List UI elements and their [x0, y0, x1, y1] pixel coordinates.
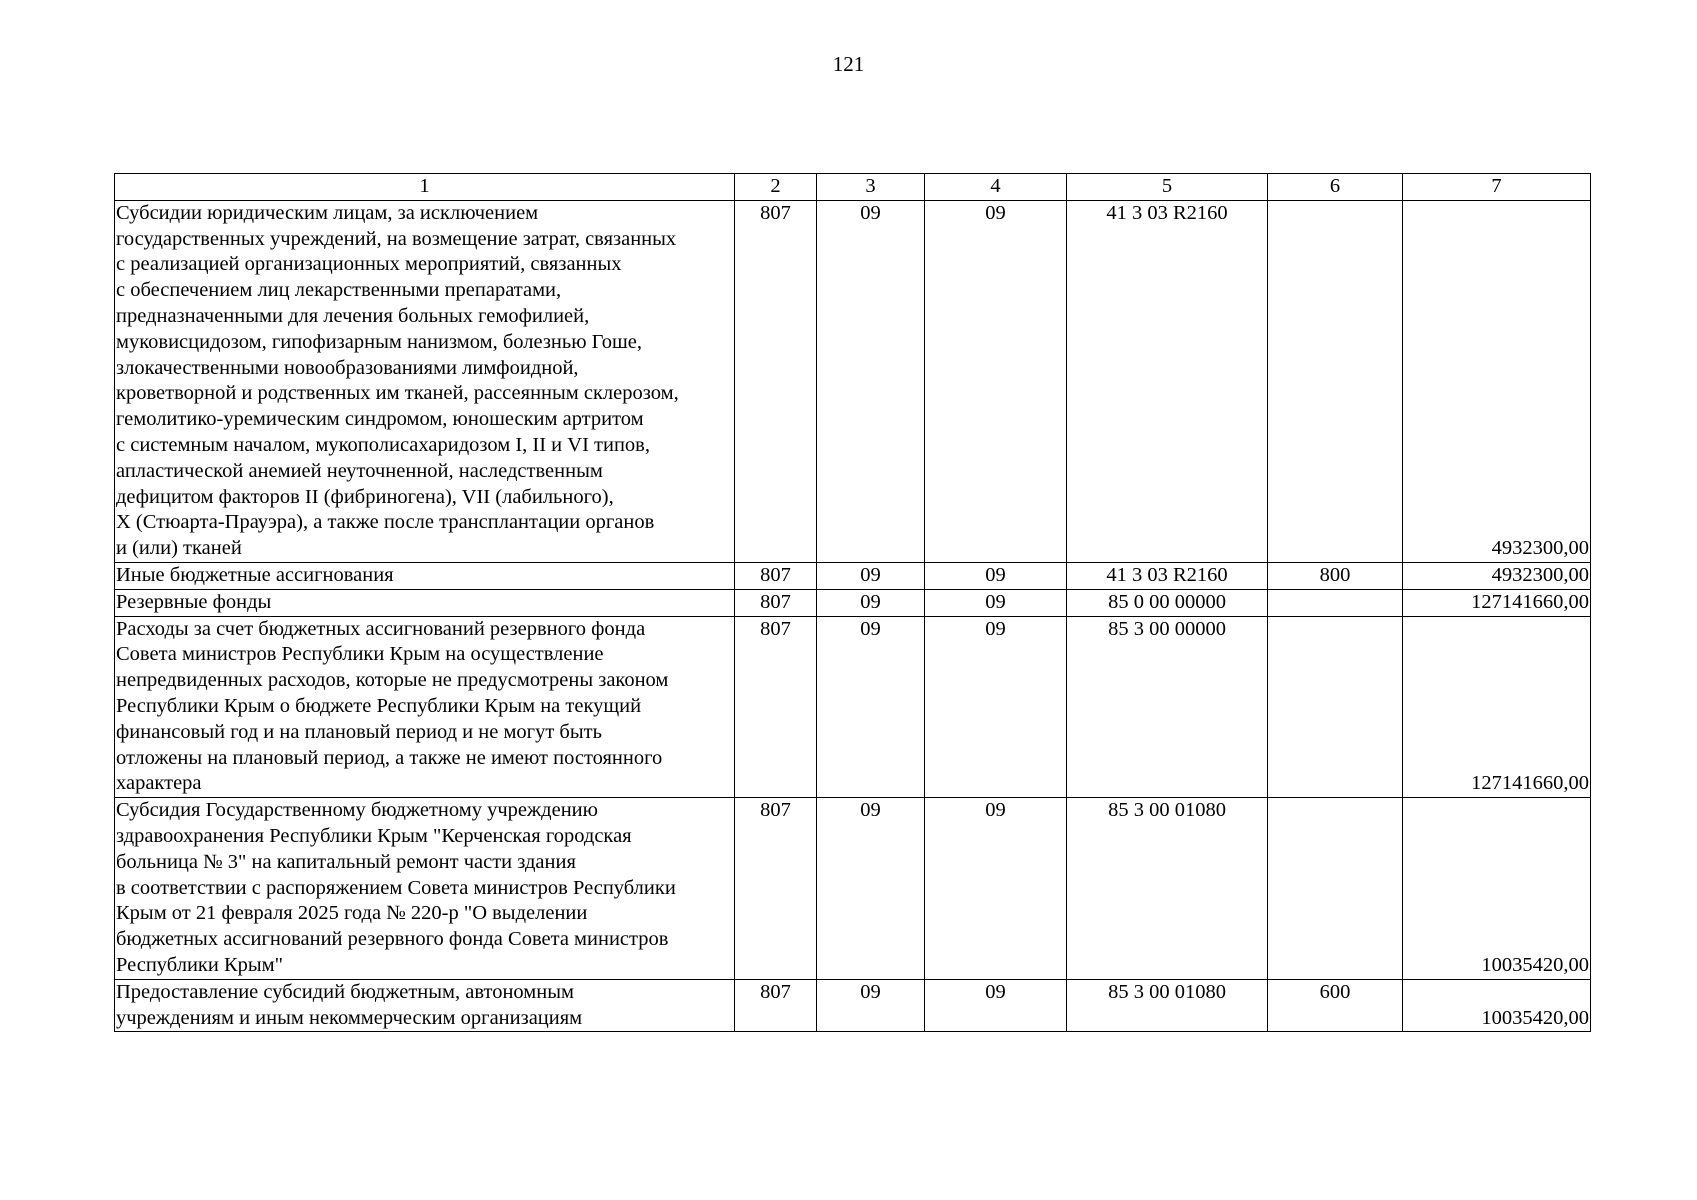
target-article-cell: 85 3 00 00000: [1067, 616, 1268, 798]
subsection-code-cell: 09: [925, 616, 1067, 798]
description-line: непредвиденных расходов, которые не предусмотрены законом: [116, 669, 669, 692]
expense-type-cell: 600: [1268, 979, 1403, 1032]
expense-type-cell: 800: [1268, 562, 1403, 589]
description-cell: [115, 562, 735, 589]
description-line: гемолитико-уремическим синдромом, юношеским артритом: [116, 408, 644, 431]
target-article-cell: 85 3 00 01080: [1067, 979, 1268, 1032]
header-row: [115, 174, 1591, 201]
description-line: Субсидии юридическим лицам, за исключением: [116, 201, 539, 224]
section-code-cell: 09: [817, 616, 925, 798]
description-line: Иные бюджетные ассигнования: [116, 563, 394, 586]
subsection-code-cell: 09: [925, 562, 1067, 589]
description-line: Резервные фонды: [116, 590, 272, 613]
target-article-cell: 85 0 00 00000: [1067, 589, 1268, 616]
section-code-cell: 09: [817, 589, 925, 616]
description-line: дефицитом факторов II (фибриногена), VII (лабильного),: [116, 485, 614, 508]
table-row: [115, 616, 1591, 798]
description-line: в соответствии с распоряжением Совета министров Республики: [116, 876, 676, 899]
description-cell: [115, 616, 735, 798]
amount-cell: 10035420,00: [1403, 979, 1591, 1032]
description-cell: [115, 589, 735, 616]
description-line: апластической анемией неуточненной, наследственным: [116, 459, 603, 482]
budget-table: [114, 173, 1591, 1032]
description-line: муковисцидозом, гипофизарным нанизмом, болезнью Гоше,: [116, 330, 642, 353]
amount-cell: 10035420,00: [1403, 798, 1591, 980]
description-line: государственных учреждений, на возмещение затрат, связанных: [116, 227, 677, 250]
description-line: с системным началом, мукополисахаридозом I, II и VI типов,: [116, 433, 650, 456]
expense-type-cell: [1268, 616, 1403, 798]
description-line: злокачественными новообразованиями лимфоидной,: [116, 356, 579, 379]
description-line: Республики Крым о бюджете Республики Крым на текущий: [116, 694, 642, 717]
description-line: финансовый год и на плановый период и не могут быть: [116, 720, 602, 743]
ministry-code-cell: 807: [735, 616, 817, 798]
description-line: с реализацией организационных мероприятий, связанных: [116, 253, 622, 276]
description-line: бюджетных ассигнований резервного фонда Совета министров: [116, 928, 669, 951]
expense-type-cell: [1268, 589, 1403, 616]
description-line: Расходы за счет бюджетных ассигнований резервного фонда: [116, 617, 646, 640]
section-code-cell: 09: [817, 979, 925, 1032]
description-cell: [115, 798, 735, 980]
description-line: Крым от 21 февраля 2025 года № 220-р "О выделении: [116, 902, 588, 925]
amount-cell: 127141660,00: [1403, 589, 1591, 616]
description-line: Предоставление субсидий бюджетным, автономным: [116, 980, 574, 1003]
header-cell: 7: [1403, 174, 1591, 201]
ministry-code-cell: 807: [735, 798, 817, 980]
description-line: предназначенными для лечения больных гемофилией,: [116, 304, 590, 327]
description-line: кроветворной и родственных им тканей, рассеянным склерозом,: [116, 382, 679, 405]
header-cell: 2: [735, 174, 817, 201]
table-row: [115, 589, 1591, 616]
table-row: [115, 562, 1591, 589]
description-line: Совета министров Республики Крым на осуществление: [116, 643, 604, 666]
table-row: [115, 979, 1591, 1032]
subsection-code-cell: 09: [925, 979, 1067, 1032]
description-line: с обеспечением лиц лекарственными препаратами,: [116, 279, 562, 302]
table-row: [115, 200, 1591, 562]
description-line: здравоохранения Республики Крым "Керченская городская: [116, 824, 632, 847]
target-article-cell: 41 3 03 R2160: [1067, 562, 1268, 589]
page-number: 121: [832, 52, 865, 76]
amount-cell: 4932300,00: [1403, 200, 1591, 562]
description-line: учреждениям и иным некоммерческим организациям: [116, 1006, 583, 1029]
subsection-code-cell: 09: [925, 798, 1067, 980]
ministry-code-cell: 807: [735, 562, 817, 589]
expense-type-cell: [1268, 798, 1403, 980]
description-line: X (Стюарта-Прауэра), а также после трансплантации органов: [116, 511, 655, 534]
table-body: [115, 174, 1591, 1032]
amount-cell: 4932300,00: [1403, 562, 1591, 589]
description-line: больница № 3" на капитальный ремонт части здания: [116, 850, 576, 873]
header-cell: 5: [1067, 174, 1268, 201]
target-article-cell: 41 3 03 R2160: [1067, 200, 1268, 562]
description-line: и (или) тканей: [116, 537, 242, 560]
section-code-cell: 09: [817, 562, 925, 589]
description-line: характера: [116, 772, 202, 795]
description-line: Субсидия Государственному бюджетному учреждению: [116, 799, 598, 822]
header-cell: 4: [925, 174, 1067, 201]
ministry-code-cell: 807: [735, 979, 817, 1032]
target-article-cell: 85 3 00 01080: [1067, 798, 1268, 980]
section-code-cell: 09: [817, 200, 925, 562]
subsection-code-cell: 09: [925, 200, 1067, 562]
amount-cell: 127141660,00: [1403, 616, 1591, 798]
description-cell: [115, 200, 735, 562]
header-cell: 3: [817, 174, 925, 201]
section-code-cell: 09: [817, 798, 925, 980]
subsection-code-cell: 09: [925, 589, 1067, 616]
description-line: Республики Крым": [116, 953, 284, 976]
description-cell: [115, 979, 735, 1032]
header-cell: 6: [1268, 174, 1403, 201]
ministry-code-cell: 807: [735, 200, 817, 562]
description-line: отложены на плановый период, а также не имеют постоянного: [116, 746, 663, 769]
table-row: [115, 798, 1591, 980]
header-cell: 1: [115, 174, 735, 201]
expense-type-cell: [1268, 200, 1403, 562]
ministry-code-cell: 807: [735, 589, 817, 616]
